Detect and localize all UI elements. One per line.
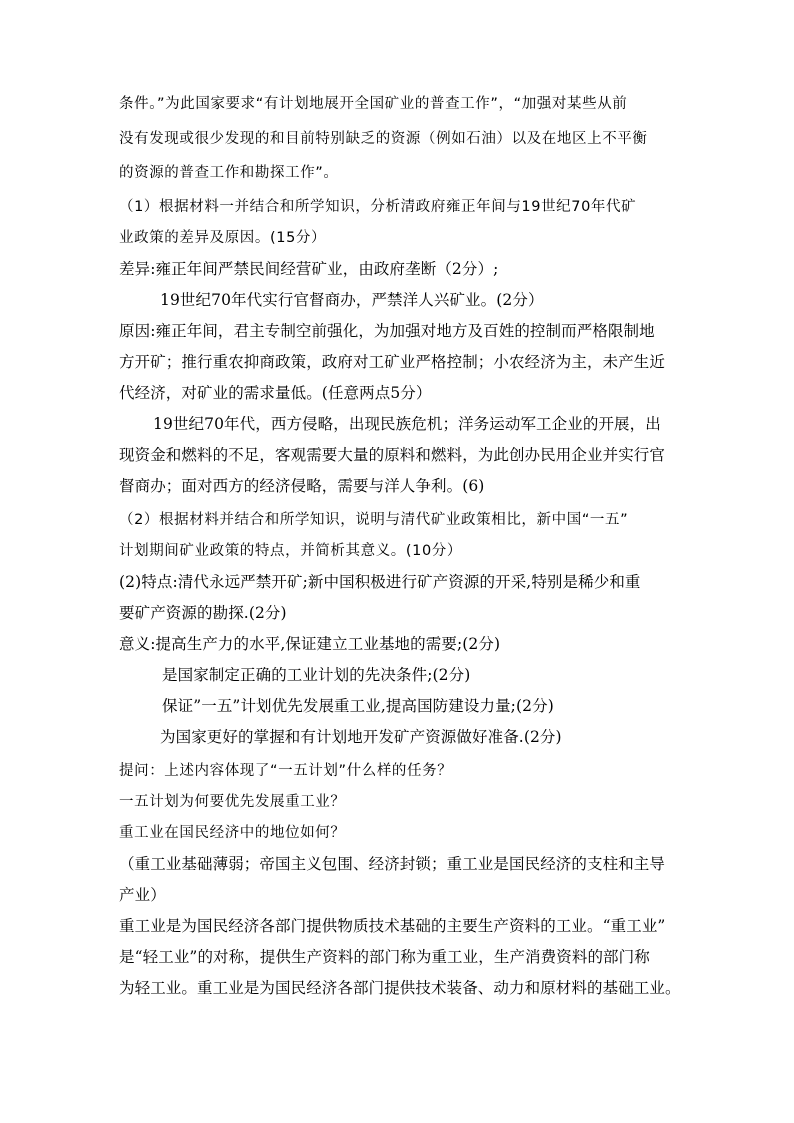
question-2: （2）根据材料并结合和所学知识，说明与清代矿业政策相比，新中国“一五”: [119, 512, 629, 528]
definition-paragraph: 重工业是为国民经济各部门提供物质技术基础的主要生产资料的工业。“重工业”: [119, 917, 666, 935]
prompt-question: 一五计划为何要优先发展重工业？: [119, 794, 346, 810]
definition-paragraph: 是“轻工业”的对称，提供生产资料的部门称为重工业，生产消费资料的部门称: [119, 948, 650, 966]
answer-significance-4: 为国家更好的掌握和有计划地开发矿产资源做好准备.(2分): [160, 728, 562, 746]
answer-reason-2: 19世纪70年代，西方侵略，出现民族危机；洋务运动军工企业的开展，出: [153, 415, 661, 433]
text-line: 没有发现或很少发现的和目前特别缺乏的资源（例如石油）以及在地区上不平衡: [119, 131, 648, 147]
answer-feature: (2)特点:清代永远严禁开矿;新中国积极进行矿产资源的开采,特别是稀少和重: [119, 573, 641, 591]
question-1-cont: 业政策的差异及原因。(15分）: [119, 230, 327, 246]
answer-reason-cont: 方开矿；推行重农抑商政策，政府对工矿业严格控制；小农经济为主，未产生近: [119, 353, 666, 371]
question-1: （1）根据材料一并结合和所学知识，分析清政府雍正年间与19世纪70年代矿: [119, 199, 637, 215]
answer-feature-cont: 要矿产资源的勘探.(2分): [119, 604, 287, 622]
answer-reason-cont: 代经济，对矿业的需求量低。(任意两点5分）: [119, 384, 432, 402]
answer-difference-2: 19世纪70年代实行官督商办，严禁洋人兴矿业。(2分）: [160, 291, 544, 309]
prompt-question: 提问：上述内容体现了“一五计划”什么样的任务？: [119, 763, 453, 779]
answer-reason: 原因:雍正年间，君主专制空前强化，为加强对地方及百姓的控制而严格限制地: [119, 322, 655, 340]
definition-paragraph: 为轻工业。重工业是为国民经济各部门提供技术装备、动力和原材料的基础工业。: [119, 979, 681, 997]
question-2-cont: 计划期间矿业政策的特点，并简析其意义。(10分）: [119, 543, 463, 559]
answer-difference: 差异:雍正年间严禁民间经营矿业，由政府垄断（2分）;: [119, 260, 499, 278]
text-line: 的资源的普查工作和勘探工作”。: [119, 165, 339, 181]
answer-significance: 意义:提高生产力的水平,保证建立工业基地的需要;(2分): [119, 635, 501, 653]
prompt-answer-cont: 产业）: [119, 886, 166, 904]
text-line: 条件。”为此国家要求“有计划地展开全国矿业的普查工作”，“加强对某些从前: [119, 96, 628, 112]
prompt-question: 重工业在国民经济中的地位如何？: [119, 825, 346, 841]
prompt-answer: （重工业基础薄弱；帝国主义包围、经济封锁；重工业是国民经济的支柱和主导: [119, 855, 666, 873]
answer-reason-2-cont: 督商办；面对西方的经济侵略，需要与洋人争利。(6): [119, 477, 485, 495]
answer-significance-2: 是国家制定正确的工业计划的先决条件;(2分): [162, 666, 471, 684]
answer-reason-2-cont: 现资金和燃料的不足，客观需要大量的原料和燃料，为此创办民用企业并实行官: [119, 446, 666, 464]
answer-significance-3: 保证”一五”计划优先发展重工业,提高国防建设力量;(2分): [162, 697, 554, 715]
